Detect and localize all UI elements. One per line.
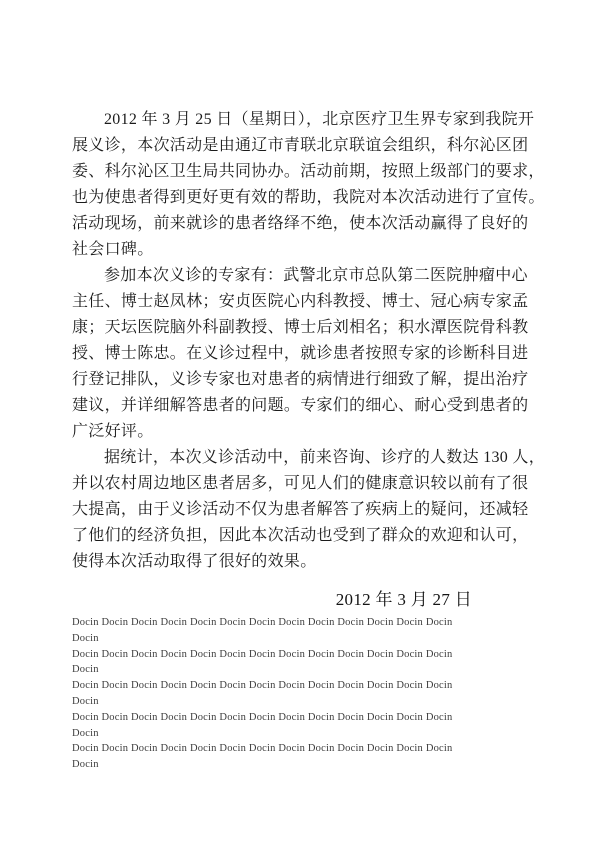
paragraph-line: 参加本次义诊的专家有：武警北京市总队第二医院肿瘤中心 bbox=[104, 267, 528, 284]
watermark-line: Docin Docin Docin Docin Docin Docin Docin Docin Docin Docin Docin Docin Docin bbox=[72, 743, 453, 755]
paragraph-line: 建议，并详细解答患者的问题。专家们的细心、耐心受到患者的 bbox=[72, 397, 529, 414]
paragraph-line: 广泛好评。 bbox=[72, 423, 154, 440]
paragraph-line: 行登记排队，义诊专家也对患者的病情进行细致了解，提出治疗 bbox=[72, 371, 529, 388]
paragraph-line: 据统计，本次义诊活动中，前来咨询、诊疗的人数达 130 人， bbox=[104, 449, 546, 466]
paragraph-line: 主任、博士赵凤林；安贞医院心内科教授、博士、冠心病专家孟 bbox=[72, 293, 529, 310]
paragraph bbox=[72, 263, 530, 445]
docin-watermark bbox=[72, 615, 530, 773]
watermark-line: Docin Docin Docin Docin Docin Docin Docin Docin Docin Docin Docin Docin Docin bbox=[72, 711, 453, 723]
watermark-line: Docin Docin Docin Docin Docin Docin Docin Docin Docin Docin Docin Docin Docin bbox=[72, 617, 453, 628]
paragraph bbox=[72, 445, 546, 575]
paragraph-line: 授、博士陈忠。在义诊过程中，就诊患者按照专家的诊断科目进 bbox=[72, 345, 529, 362]
paragraph bbox=[72, 107, 545, 263]
paragraph-line: 社会口碑。 bbox=[72, 241, 154, 258]
watermark-line: Docin Docin Docin Docin Docin Docin Docin Docin Docin Docin Docin Docin Docin bbox=[72, 680, 453, 692]
watermark-line: Docin bbox=[72, 664, 99, 676]
paragraph-line: 活动现场，前来就诊的患者络绎不绝，使本次活动赢得了良好的 bbox=[72, 215, 529, 232]
paragraph-line: 大提高，由于义诊活动不仅为患者解答了疾病上的疑问，还减轻 bbox=[72, 501, 529, 518]
paragraph-line: 了他们的经济负担，因此本次活动也受到了群众的欢迎和认可， bbox=[72, 527, 529, 544]
paragraph-line: 展义诊，本次活动是由通辽市青联北京联谊会组织，科尔沁区团 bbox=[72, 137, 529, 154]
paragraph-line: 也为使患者得到更好更有效的帮助，我院对本次活动进行了宣传。 bbox=[72, 189, 545, 206]
paragraph-line: 康；天坛医院脑外科副教授、博士后刘相名；积水潭医院骨科教 bbox=[72, 319, 529, 336]
paragraph-line: 并以农村周边地区患者居多，可见人们的健康意识较以前有了很 bbox=[72, 475, 529, 492]
document-date: 2012 年 3 月 27 日 bbox=[335, 590, 472, 609]
paragraph-line: 使得本次活动取得了很好的效果。 bbox=[72, 553, 317, 570]
watermark-line: Docin Docin Docin Docin Docin Docin Docin Docin Docin Docin Docin Docin Docin bbox=[72, 648, 453, 660]
watermark-line: Docin bbox=[72, 727, 99, 739]
watermark-line: Docin bbox=[72, 695, 99, 707]
document-body bbox=[72, 107, 546, 773]
paragraph-line: 2012 年 3 月 25 日（星期日），北京医疗卫生界专家到我院开 bbox=[104, 111, 535, 128]
watermark-line: Docin bbox=[72, 632, 99, 644]
watermark-line: Docin bbox=[72, 759, 99, 771]
paragraph-line: 委、科尔沁区卫生局共同协办。活动前期，按照上级部门的要求， bbox=[72, 163, 545, 180]
